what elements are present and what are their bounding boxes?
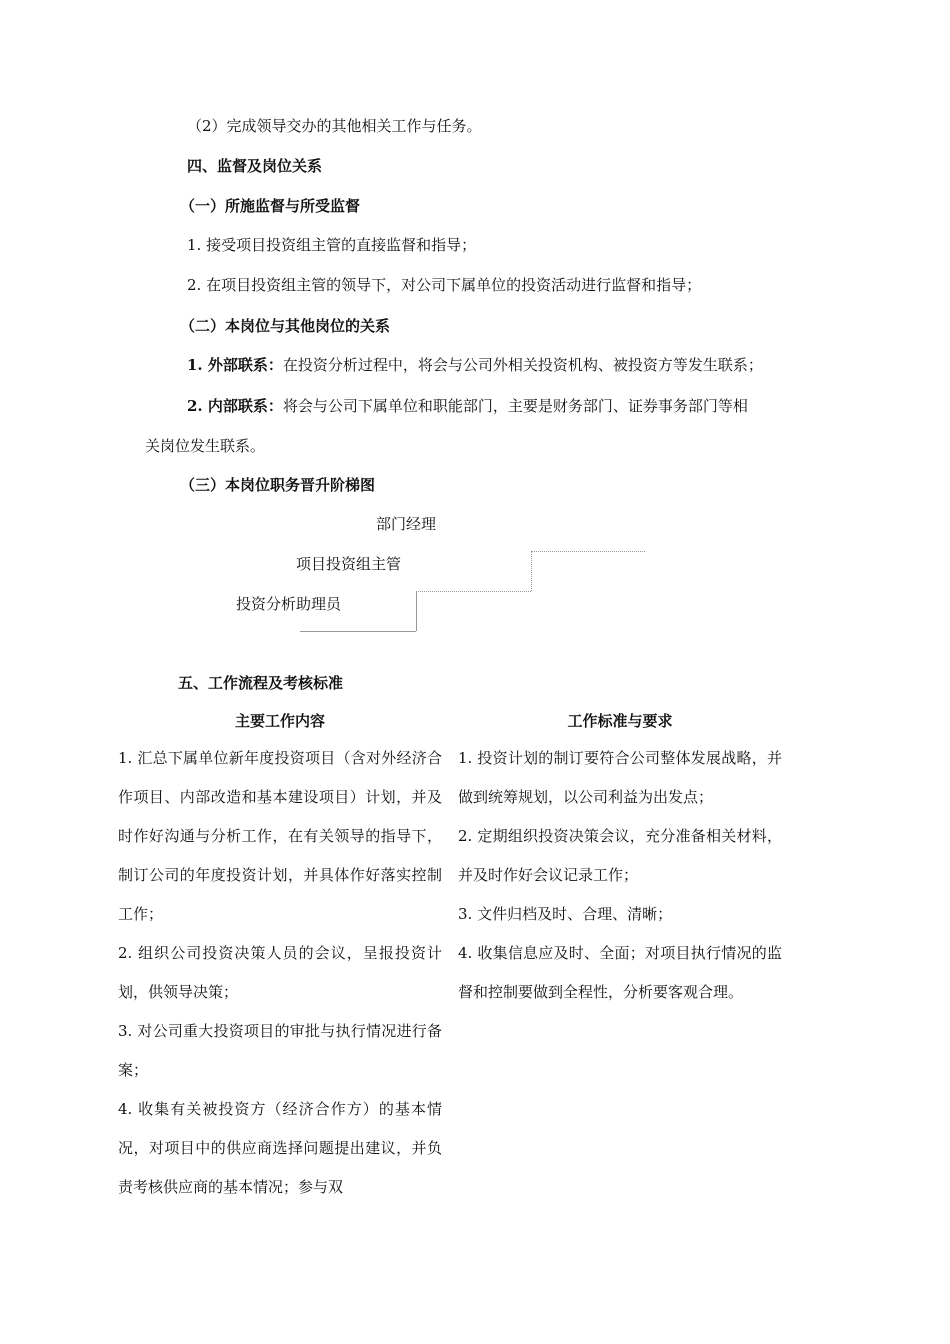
work-content-item: 2. 组织公司投资决策人员的会议，呈报投资计划，供领导决策；: [118, 944, 442, 1001]
work-standard-item: 4. 收集信息应及时、全面；对项目执行情况的监督和控制要做到全程性，分析要客观合理。: [458, 944, 782, 1001]
section3-tail: （2）完成领导交办的其他相关工作与任务。: [187, 117, 482, 135]
work-standard-item: 3. 文件归档及时、合理、清晰；: [458, 905, 673, 923]
section5-heading: 五、工作流程及考核标准: [178, 674, 344, 692]
internal-label: 2. 内部联系：: [187, 397, 283, 415]
sub1-heading: （一）所施监督与所受监督: [180, 197, 361, 215]
internal-relation: [187, 396, 748, 416]
external-label: 1. 外部联系：: [187, 356, 283, 374]
ladder-step-middle-dotted: [416, 591, 531, 592]
sub3-heading: （三）本岗位职务晋升阶梯图: [180, 476, 376, 494]
external-relation: [187, 355, 763, 375]
ladder-step-bottom: [300, 631, 416, 632]
ladder-riser-top-dotted: [531, 551, 532, 591]
work-standard-item: 2. 定期组织投资决策会议，充分准备相关材料，并及时作好会议记录工作；: [458, 827, 782, 884]
ladder-step-top-dotted: [531, 551, 645, 552]
work-content-item: 1. 汇总下属单位新年度投资项目（含对外经济合作项目、内部改造和基本建设项目）计划，并及时作好沟通与分析工作，在有关领导的指导下，制订公司的年度投资计划，并具体作好落实控制工作；: [118, 749, 442, 923]
work-content-item: 3. 对公司重大投资项目的审批与执行情况进行备案；: [118, 1022, 442, 1079]
ladder-level-bottom: 投资分析助理员: [236, 595, 342, 613]
sub1-item-1: 1. 接受项目投资组主管的直接监督和指导；: [187, 236, 477, 254]
col-header-left: 主要工作内容: [234, 712, 325, 730]
sub2-heading: （二）本岗位与其他岗位的关系: [180, 317, 391, 335]
ladder-level-middle: 项目投资组主管: [296, 555, 402, 573]
external-text: 在投资分析过程中，将会与公司外相关投资机构、被投资方等发生联系；: [282, 356, 763, 374]
ladder-riser-bottom: [416, 591, 417, 631]
section4-heading: 四、监督及岗位关系: [187, 157, 323, 175]
ladder-level-top: 部门经理: [376, 515, 437, 533]
internal-text-line2: 关岗位发生联系。: [145, 437, 266, 455]
work-content-item: 4. 收集有关被投资方（经济合作方）的基本情况，对项目中的供应商选择问题提出建议，并负责考核供应商的基本情况；参与双: [118, 1100, 442, 1196]
work-standard-item: 1. 投资计划的制订要符合公司整体发展战略，并做到统筹规划，以公司利益为出发点；: [458, 749, 782, 806]
col-header-right: 工作标准与要求: [567, 712, 673, 730]
work-standard-column: [458, 739, 782, 1012]
sub1-item-2: 2. 在项目投资组主管的领导下，对公司下属单位的投资活动进行监督和指导；: [187, 276, 702, 294]
internal-text-line1: 将会与公司下属单位和职能部门，主要是财务部门、证券事务部门等相: [282, 397, 748, 415]
work-content-column: [118, 739, 442, 1207]
